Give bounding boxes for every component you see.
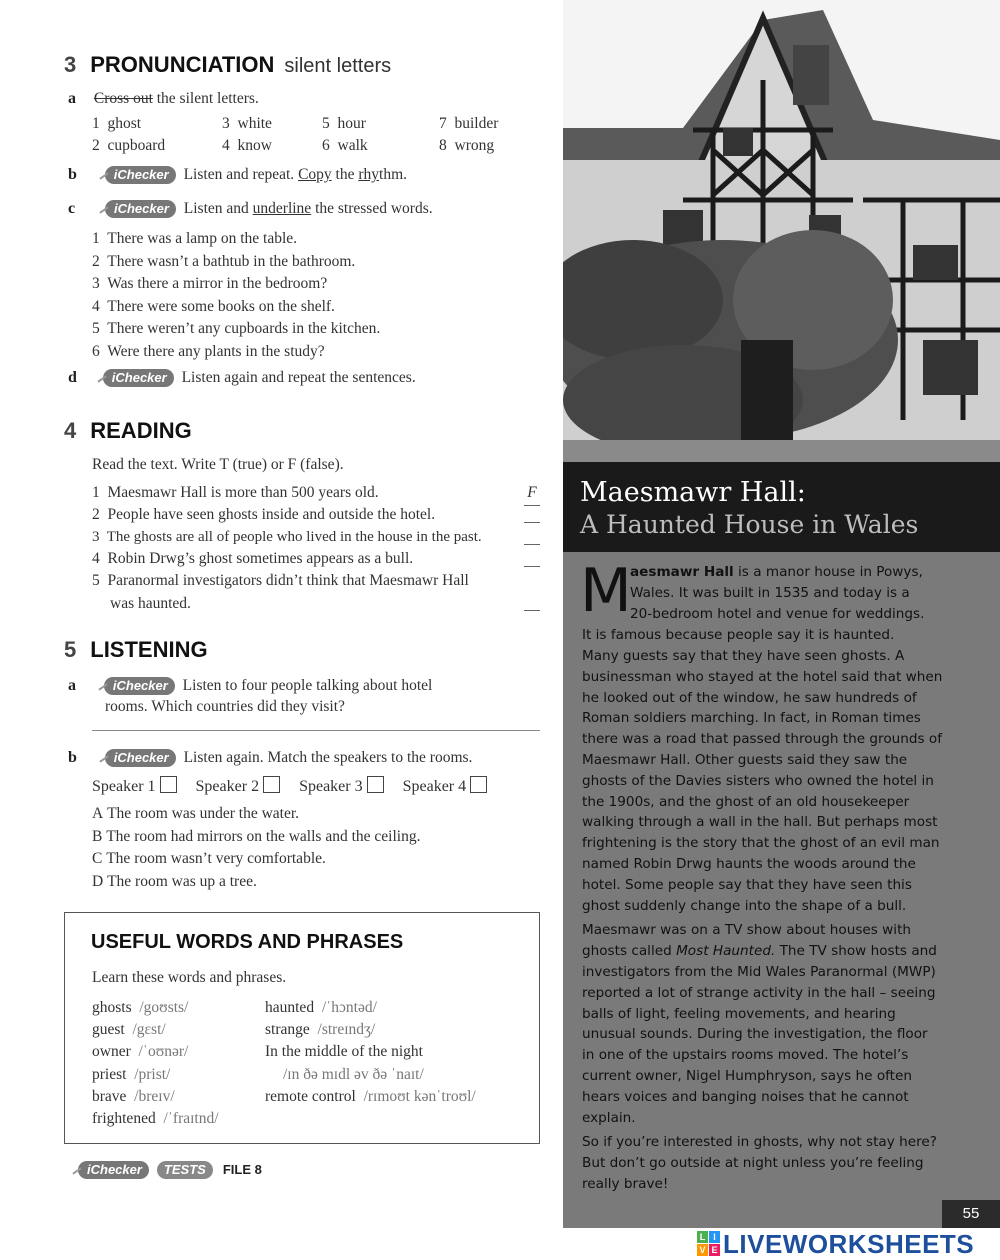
brand-name[interactable]: LIVEWORKSHEETS	[723, 1229, 975, 1259]
tf-item: 5 Paranormal investigators didn’t think that Maesmawr Hall was haunted.	[92, 570, 540, 614]
exercise-3b: b iChecker Listen and repeat. Copy the rhythm.	[68, 166, 408, 183]
drop-cap: M	[580, 556, 632, 626]
reading-instruction: Read the text. Write T (true) or F (false).	[92, 456, 344, 473]
tf-item: 1 Maesmawr Hall is more than 500 years old. F	[92, 482, 540, 504]
list-item[interactable]: 2 There wasn’t a bathtub in the bathroom.	[92, 252, 356, 270]
word-item[interactable]: 1 ghost	[92, 115, 142, 132]
item-label: a	[68, 90, 76, 107]
ichecker-badge[interactable]: iChecker	[105, 749, 176, 767]
word-item[interactable]: 7 builder	[439, 115, 499, 132]
file-label: FILE 8	[222, 1162, 262, 1177]
page-number: 55	[942, 1200, 1000, 1228]
ichecker-badge[interactable]: iChecker	[103, 369, 174, 387]
reading-heading	[64, 418, 192, 444]
exercise-5a: a iChecker Listen to four people talking about hotel rooms. Which countries did they visit?	[68, 677, 433, 715]
word-list-left	[92, 997, 219, 1130]
section-number: 5	[64, 637, 77, 662]
answer-field[interactable]: F	[524, 482, 540, 506]
list-item[interactable]: 6 Were there any plants in the study?	[92, 342, 325, 360]
article-paragraph-2: Many guests say that they have seen ghosts. A businessman who stayed at the hotel said that when he looked out of the window, he saw hundreds of Roman soldiers marching. In fact, in Roman times there was a road that passed through the grounds of Maesmawr Hall. Other guests said they saw the ghosts of the Davies sisters who owned the hotel in the 1900s, and the ghost of an old housekeeper walking through a wall in the hall. But perhaps most frightening is the story that the ghost of an evil man named Robin Drwg haunts the woods around the hotel. Some people say that they have seen this ghost suddenly change into the shape of a bull.	[582, 648, 943, 914]
speaker-1-box[interactable]	[160, 776, 177, 793]
tf-item: 3 The ghosts are all of people who lived in the house in the past.	[92, 526, 540, 548]
footer-badges	[78, 1161, 262, 1179]
ichecker-badge[interactable]: iChecker	[104, 677, 175, 695]
list-item[interactable]: 4 There were some books on the shelf.	[92, 297, 335, 315]
exercise-3d: d iChecker Listen again and repeat the sentences.	[68, 369, 416, 386]
word-item[interactable]: 5 hour	[322, 115, 366, 132]
list-item[interactable]: 1 There was a lamp on the table.	[92, 230, 298, 247]
word-item[interactable]: 2 cupboard	[92, 137, 166, 154]
answer-field[interactable]	[524, 592, 540, 611]
box-title: USEFUL WORDS AND PHRASES	[91, 931, 404, 953]
vocab-item: ghosts /goʊsts/	[92, 999, 189, 1016]
box-instruction: Learn these words and phrases.	[92, 969, 287, 986]
section-title: PRONUNCIATION	[90, 52, 275, 77]
ichecker-badge[interactable]: iChecker	[105, 166, 176, 184]
speaker-2-box[interactable]	[263, 776, 280, 793]
list-item[interactable]: 5 There weren’t any cupboards in the kitchen.	[92, 320, 381, 337]
room-list	[92, 803, 420, 893]
cross-out-text: Cross out	[93, 90, 153, 107]
list-item: C The room wasn’t very comfortable.	[92, 850, 326, 867]
tests-badge[interactable]: TESTS	[157, 1161, 213, 1179]
word-list-right	[265, 997, 476, 1108]
tf-item: 4 Robin Drwg’s ghost sometimes appears as a bull.	[92, 548, 540, 570]
article-title-band	[563, 462, 1000, 552]
word-item[interactable]: 3 white	[222, 115, 272, 132]
ichecker-badge[interactable]: iChecker	[78, 1161, 149, 1179]
tf-item: 2 People have seen ghosts inside and outside the hotel.	[92, 504, 540, 526]
exercise-3c: c iChecker Listen and underline the stressed words.	[68, 200, 433, 217]
vocab-item: brave /breɪv/	[92, 1087, 175, 1105]
vocab-item: /ɪn ðə mɪdl əv ðə ˈnaɪt/	[283, 1065, 424, 1083]
article-paragraph-1: M aesmawr Hall is a manor house in Powys, Wales. It was built in 1535 and today is a 20-bedroom hotel and venue for weddings. It is famous because people say it is haunted.	[580, 556, 925, 643]
vocab-item: In the middle of the night	[265, 1043, 423, 1061]
exercise-3a	[68, 90, 259, 108]
vocab-item: strange /streɪndʒ/	[265, 1021, 376, 1039]
article-paragraph-3: Maesmawr was on a TV show about houses with ghosts called Most Haunted. The TV show hosts and investigators from the Mid Wales Paranormal (MWP) reported a lot of strange activity in the hall – seeing balls of light, feeling movements, and hearing unusual sounds. During the investigation, the floor in one of the upstairs rooms moved. The hotel’s current owner, Nigel Humphryson, says he often hears voices and banging noises that he cannot explain.	[582, 922, 937, 1126]
list-item[interactable]: 3 Was there a mirror in the bedroom?	[92, 275, 328, 292]
instruction-text: the silent letters.	[152, 90, 259, 107]
list-item: B The room had mirrors on the walls and the ceiling.	[92, 827, 421, 845]
word-item[interactable]: 4 know	[222, 137, 272, 154]
ichecker-badge[interactable]: iChecker	[105, 200, 176, 218]
speaker-4-box[interactable]	[470, 776, 487, 793]
vocab-item: priest /prist/	[92, 1065, 171, 1083]
listening-heading	[64, 637, 208, 663]
answer-field[interactable]	[524, 526, 540, 545]
reading-items	[92, 482, 540, 614]
article-title: Maesmawr Hall:	[580, 477, 806, 508]
exercise-5b: b iChecker Listen again. Match the speakers to the rooms.	[68, 749, 473, 766]
vocab-item: remote control /rɪmoʊt kənˈtroʊl/	[265, 1087, 476, 1105]
article-paragraph-4: So if you’re interested in ghosts, why not stay here? But don’t go outside at night unless you’re feeling really brave!	[582, 1134, 937, 1192]
answer-field[interactable]	[524, 548, 540, 567]
answer-line[interactable]	[92, 730, 540, 731]
brand-logo-icon: L I V E	[697, 1231, 721, 1257]
speaker-row: Speaker 1 Speaker 2 Speaker 3 Speaker 4	[92, 776, 542, 796]
vocab-item: guest /gɛst/	[92, 1021, 166, 1039]
article-subtitle: A Haunted House in Wales	[580, 510, 919, 539]
list-item: A The room was under the water.	[92, 805, 300, 822]
word-item[interactable]: 8 wrong	[439, 137, 495, 154]
answer-field[interactable]	[524, 504, 540, 523]
section-title: READING	[90, 418, 192, 443]
section-title: LISTENING	[90, 637, 208, 662]
vocab-item: owner /ˈoʊnər/	[92, 1043, 189, 1061]
house-photo	[563, 0, 1000, 462]
section-number: 3	[64, 52, 77, 77]
vocab-item: frightened /ˈfraɪtnd/	[92, 1110, 219, 1128]
brand-strip	[563, 1228, 1000, 1260]
speaker-3-box[interactable]	[367, 776, 384, 793]
useful-words-box	[64, 912, 540, 1144]
vocab-item: haunted /ˈhɔntəd/	[265, 999, 377, 1016]
list-item: D The room was up a tree.	[92, 872, 257, 890]
sentence-list	[92, 228, 380, 363]
word-item[interactable]: 6 walk	[322, 137, 368, 154]
article-body	[570, 556, 944, 1199]
section-subtitle: silent letters	[284, 55, 392, 77]
section-number: 4	[64, 418, 77, 443]
pronunciation-heading	[64, 52, 391, 78]
